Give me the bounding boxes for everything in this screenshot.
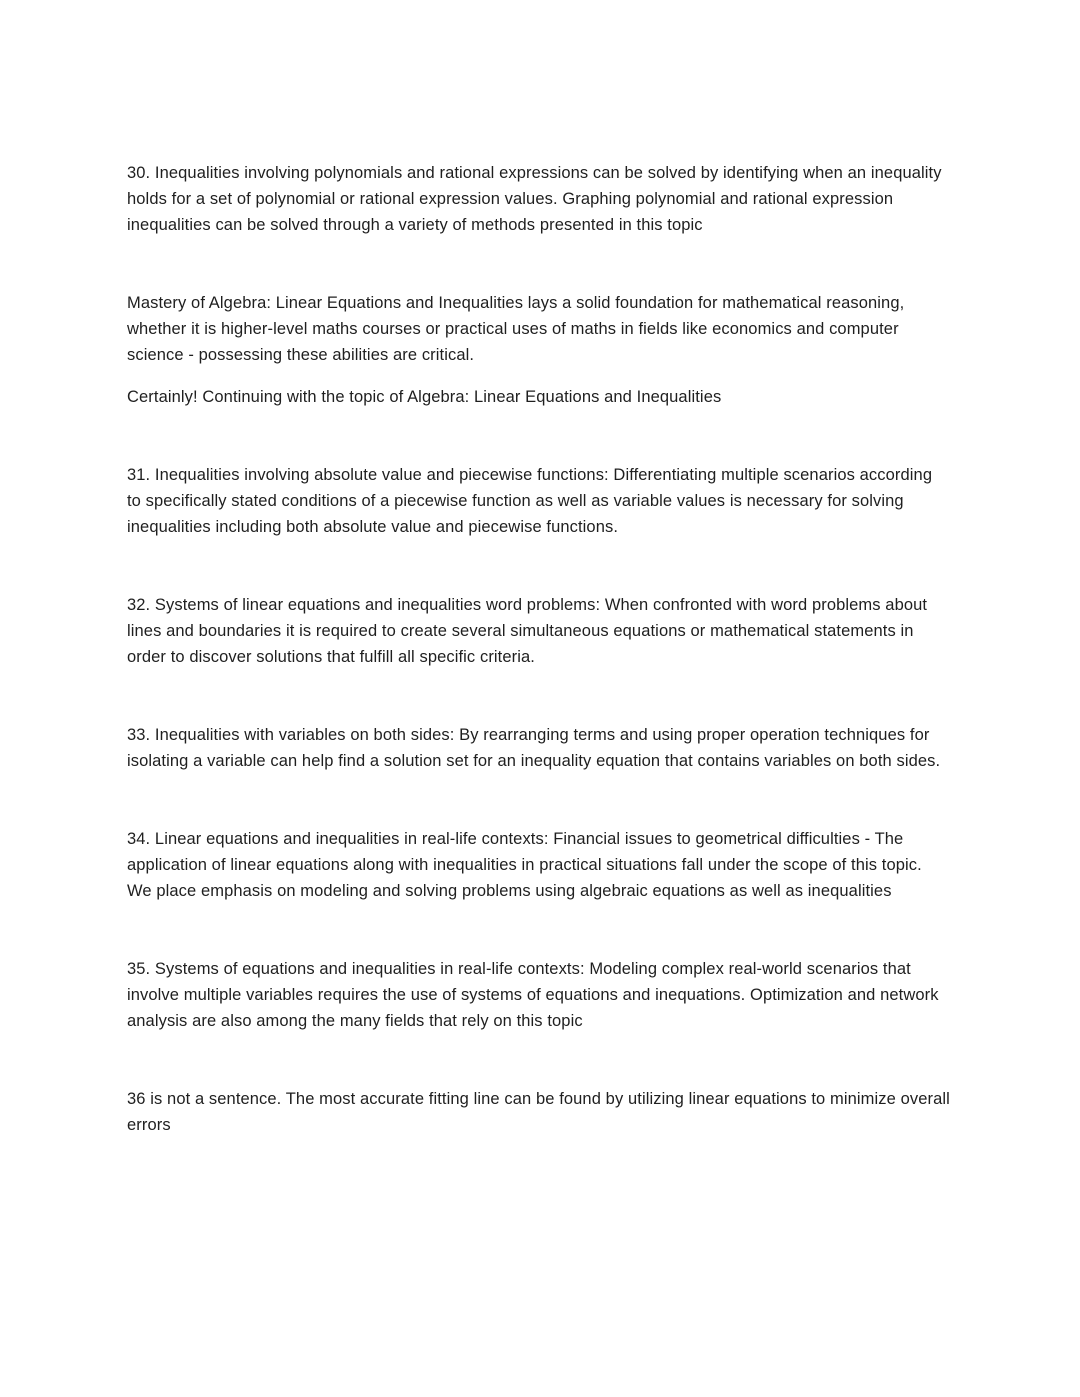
paragraph-certainly: Certainly! Continuing with the topic of Algebra: Linear Equations and Inequalities <box>127 388 722 406</box>
paragraph-item-35: 35. Systems of equations and inequalities in real-life contexts: Modeling complex real-world scenarios that involve multiple variables requires the use of systems of equations and inequations. Optimization and network analysis are also among the many fields that rely on this topic <box>127 960 939 1030</box>
paragraph-item-33: 33. Inequalities with variables on both sides: By rearranging terms and using proper operation techniques for isolating a variable can help find a solution set for an inequality equation that contains variables on both sides. <box>127 726 941 770</box>
paragraph-item-30: 30. Inequalities involving polynomials and rational expressions can be solved by identifying when an inequality holds for a set of polynomial or rational expression values. Graphing polynomial and rational expression inequalities can be solved through a variety of methods presented in this topic <box>127 164 942 234</box>
paragraph-mastery: Mastery of Algebra: Linear Equations and Inequalities lays a solid foundation for mathematical reasoning, whether it is higher-level maths courses or practical uses of maths in fields like economics and computer science - possessing these abilities are critical. <box>127 294 905 364</box>
paragraph-item-31: 31. Inequalities involving absolute value and piecewise functions: Differentiating multiple scenarios according to specifically stated conditions of a piecewise function as well as variable values is necessary for solving inequalities including both absolute value and piecewise functions. <box>127 466 933 536</box>
paragraph-item-36: 36 is not a sentence. The most accurate fitting line can be found by utilizing linear equations to minimize overall errors <box>127 1090 950 1134</box>
paragraph-item-32: 32. Systems of linear equations and inequalities word problems: When confronted with word problems about lines and boundaries it is required to create several simultaneous equations or mathematical statements in order to discover solutions that fulfill all specific criteria. <box>127 596 928 666</box>
paragraph-item-34: 34. Linear equations and inequalities in real-life contexts: Financial issues to geometrical difficulties - The application of linear equations along with inequalities in practical situations fall under the scope of this topic. We place emphasis on modeling and solving problems using algebraic equations as well as inequalities <box>127 830 922 900</box>
